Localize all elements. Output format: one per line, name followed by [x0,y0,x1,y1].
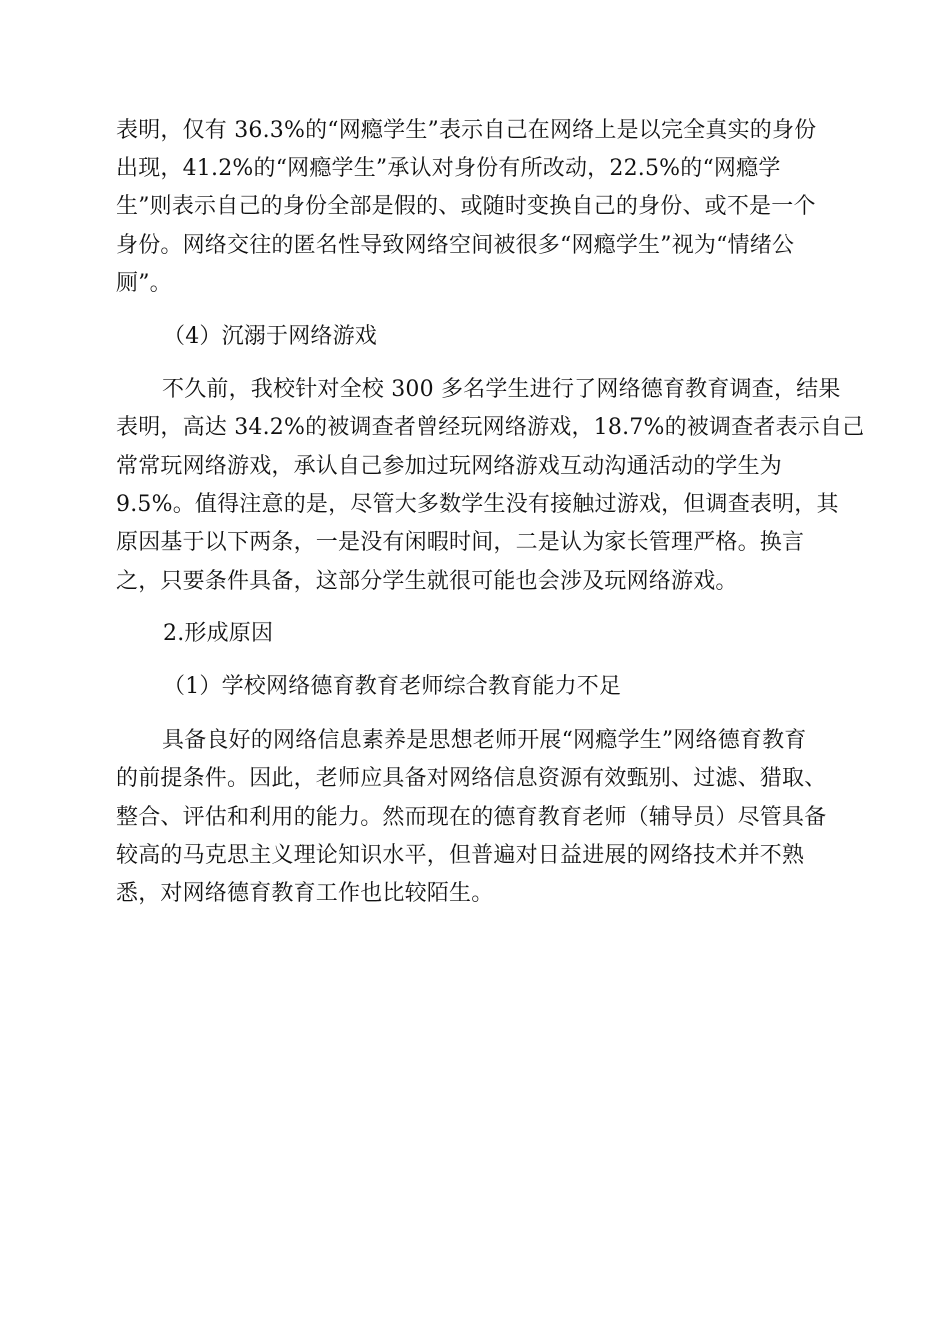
paragraph-1-line-2: 出现，41.2%的“网瘾学生”承认对身份有所改动，22.5%的“网瘾学 [116,156,781,181]
section-heading-1: （1）学校网络德育教育老师综合教育能力不足 [163,674,622,699]
paragraph-2-line-6: 之，只要条件具备，这部分学生就很可能也会涉及玩网络游戏。 [116,569,738,594]
paragraph-2-line-1: 不久前，我校针对全校 300 多名学生进行了网络德育教育调查，结果 [162,377,841,402]
paragraph-2-line-5: 原因基于以下两条，一是没有闲暇时间，二是认为家长管理严格。换言 [116,530,805,555]
paragraph-1-line-1: 表明，仅有 36.3%的“网瘾学生”表示自己在网络上是以完全真实的身份 [116,118,817,143]
paragraph-2-line-4: 9.5%。值得注意的是，尽管大多数学生没有接触过游戏，但调查表明，其 [116,492,839,517]
paragraph-3-line-2: 的前提条件。因此，老师应具备对网络信息资源有效甄别、过滤、猎取、 [116,766,827,791]
paragraph-1-line-4: 身份。网络交往的匿名性导致网络空间被很多“网瘾学生”视为“情绪公 [116,233,795,258]
paragraph-3-line-5: 悉，对网络德育教育工作也比较陌生。 [116,881,494,906]
paragraph-2-line-2: 表明，高达 34.2%的被调查者曾经玩网络游戏，18.7%的被调查者表示自己 [116,415,865,440]
paragraph-3-line-1: 具备良好的网络信息素养是思想老师开展“网瘾学生”网络德育教育 [162,728,807,753]
paragraph-3-line-3: 整合、评估和利用的能力。然而现在的德育教育老师（辅导员）尽管具备 [116,805,827,830]
section-heading-2: 2.形成原因 [163,621,274,646]
paragraph-1-line-5: 厕”。 [116,271,172,296]
paragraph-1-line-3: 生”则表示自己的身份全部是假的、或随时变换自己的身份、或不是一个 [116,194,816,219]
paragraph-3-line-4: 较高的马克思主义理论知识水平，但普遍对日益进展的网络技术并不熟 [116,843,805,868]
section-heading-4: （4）沉溺于网络游戏 [163,324,377,349]
paragraph-2-line-3: 常常玩网络游戏，承认自己参加过玩网络游戏互动沟通活动的学生为 [116,454,783,479]
